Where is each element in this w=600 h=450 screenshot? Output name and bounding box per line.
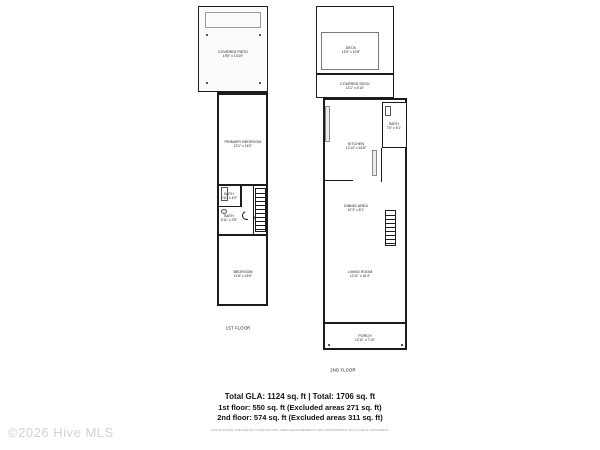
room-label-kitchen: KITCHEN 12'10" x 15'8" [345, 141, 367, 151]
wall-living-porch [323, 322, 407, 324]
covered-patio-inner-line [205, 12, 261, 28]
bath-sink-fixture [221, 209, 227, 214]
wall-primary-bath [217, 184, 268, 186]
second-floor-plan [315, 6, 415, 381]
bath-tub-fixture [221, 187, 228, 201]
patio-post-2 [259, 34, 261, 36]
first-floor-area-line: 1st floor: 550 sq. ft (Excluded areas 271 sq. ft) [218, 403, 382, 412]
room-label-bath-second: BATH 7'6" x 5'1" [386, 121, 402, 131]
patio-post-1 [206, 34, 208, 36]
wall-bath-divider [217, 206, 242, 207]
disclaimer-text: FLOOR PLANS CREATED BY CUBICASA APP. AREA MEASUREMENTS ARE APPROXIMATE. NOT A LEGAL DOCUMENT. [210, 428, 390, 432]
room-label-porch: PORCH 12'11" x 7'10" [354, 333, 376, 343]
porch-post-2 [401, 344, 403, 346]
room-label-bath-lower: BATH 6'11" x 2'8" [220, 213, 238, 223]
wall-kitchen-dining [323, 180, 353, 181]
room-label-primary-bedroom: PRIMARY BEDROOM 12'1" x 16'0" [224, 139, 262, 149]
copyright-watermark: ©2026 Hive MLS [8, 425, 114, 440]
room-label-bath-upper: BATH 5'11" x 4'9" [220, 191, 238, 201]
first-floor-label: 1ST FLOOR [225, 325, 251, 331]
wall-kitchen-right [381, 148, 382, 182]
first-floor-plan [196, 6, 296, 336]
bath-second-fixture [385, 106, 391, 116]
room-label-covered-patio: COVERED PATIO 19'5" x 13'10" [218, 49, 248, 59]
second-floor-label: 2ND FLOOR [330, 367, 356, 373]
porch-post-1 [328, 344, 330, 346]
wall-bath-vertical [240, 184, 242, 206]
second-floor-area-line: 2nd floor: 574 sq. ft (Excluded areas 311 sq. ft) [217, 413, 383, 422]
room-label-bedroom: BEDROOM 11'8" x 13'6" [233, 269, 253, 279]
room-label-living-room: LIVING ROOM 12'11" x 16'4" [347, 269, 373, 279]
room-label-dining-area: DINING AREA 10'3" x 8'1" [344, 203, 368, 213]
patio-post-4 [259, 82, 261, 84]
kitchen-counter-right [372, 150, 377, 176]
second-floor-stairs [385, 210, 396, 246]
room-label-covered-deck: COVERED DECK 13'1" x 4'10" [340, 81, 370, 91]
total-gla-line: Total GLA: 1124 sq. ft | Total: 1706 sq. ft [224, 392, 376, 401]
wall-bedroom-top [217, 234, 268, 236]
patio-post-3 [206, 82, 208, 84]
first-floor-stairs [255, 188, 266, 232]
wall-patio-house [217, 92, 268, 95]
kitchen-counter-left [325, 106, 330, 142]
room-label-deck: DECK 13'9" x 10'8" [341, 45, 361, 55]
